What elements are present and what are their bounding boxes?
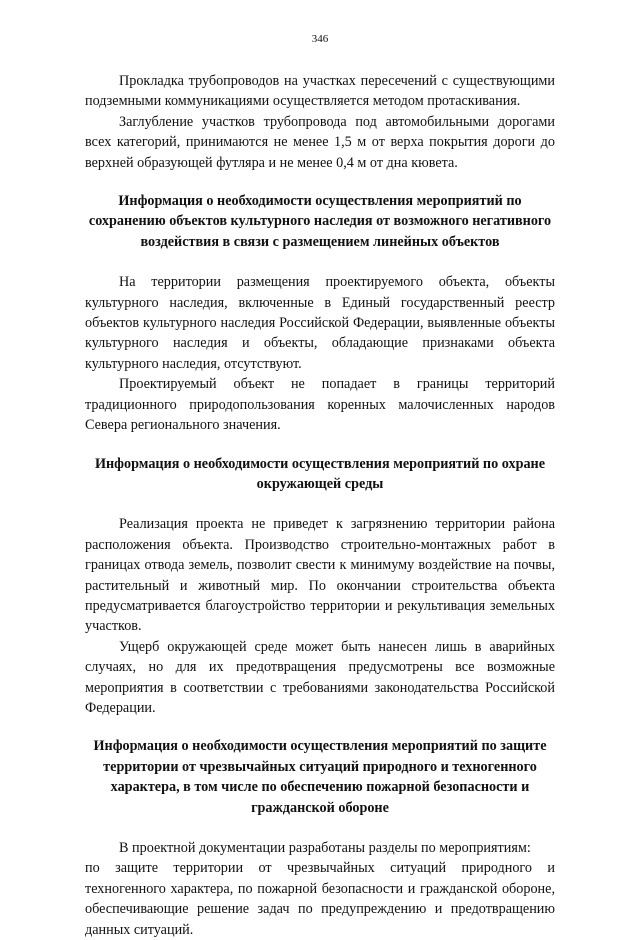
intro-paragraph-2: Заглубление участков трубопровода под автомобильными дорогами всех категорий, принимаются не менее 1,5 м от верха покрытия дороги до верхней образующей футляра и не менее 0,4 м от дна кювета. [85, 113, 555, 171]
page-number: 346 [311, 33, 329, 45]
heritage-paragraph-2: Проектируемый объект не попадает в границы территорий традиционного природопользования коренных малочисленных народов Севера регионального значения. [85, 376, 555, 434]
emergency-paragraph-2: по защите территории от чрезвычайных ситуаций природного и техногенного характера, по пожарной безопасности и гражданской обороне, обеспечивающие решение задач по предупреждению и предотвращению данных ситуаций. [85, 860, 555, 938]
environment-paragraph-1: Реализация проекта не приведет к загрязнению территории района расположения объекта. Производство строительно-монтажных работ в границах отвода земель, позволит свести к минимуму воздействие на почвы, растительный и животный мир. По окончании строительства объекта предусматривается благоустройство территории и рекультивация земельных участков. [85, 516, 555, 635]
document-page [85, 33, 555, 940]
emergency-section-heading: Информация о необходимости осуществления мероприятий по защите территории от чрезвычайных ситуаций природного и техногенного характера, в том числе по обеспечению пожарной безопасности и гражданской обороне [93, 738, 547, 816]
heritage-paragraph-1: На территории размещения проектируемого объекта, объекты культурного наследия, включенные в Единый государственный реестр объектов культурного наследия Российской Федерации, выявленные объекты культурного наследия и объекты, обладающие признаками объекта культурного наследия, отсутствуют. [85, 274, 555, 372]
environment-paragraph-2: Ущерб окружающей среде может быть нанесен лишь в аварийных случаях, но для их предотвращения предусмотрены все возможные мероприятия в соответствии с требованиями законодательства Российской Федерации. [85, 638, 555, 716]
emergency-paragraph-1: В проектной документации разработаны разделы по мероприятиям: [119, 840, 531, 856]
environment-section-heading: Информация о необходимости осуществления мероприятий по охране окружающей среды [94, 455, 546, 492]
heritage-section-heading: Информация о необходимости осуществления мероприятий по сохранению объектов культурного наследия от возможного негативного воздействия в связи с размещением линейных объектов [88, 193, 552, 250]
intro-paragraph-1: Прокладка трубопроводов на участках пересечений с существующими подземными коммуникациями осуществляется методом протаскивания. [85, 73, 555, 110]
